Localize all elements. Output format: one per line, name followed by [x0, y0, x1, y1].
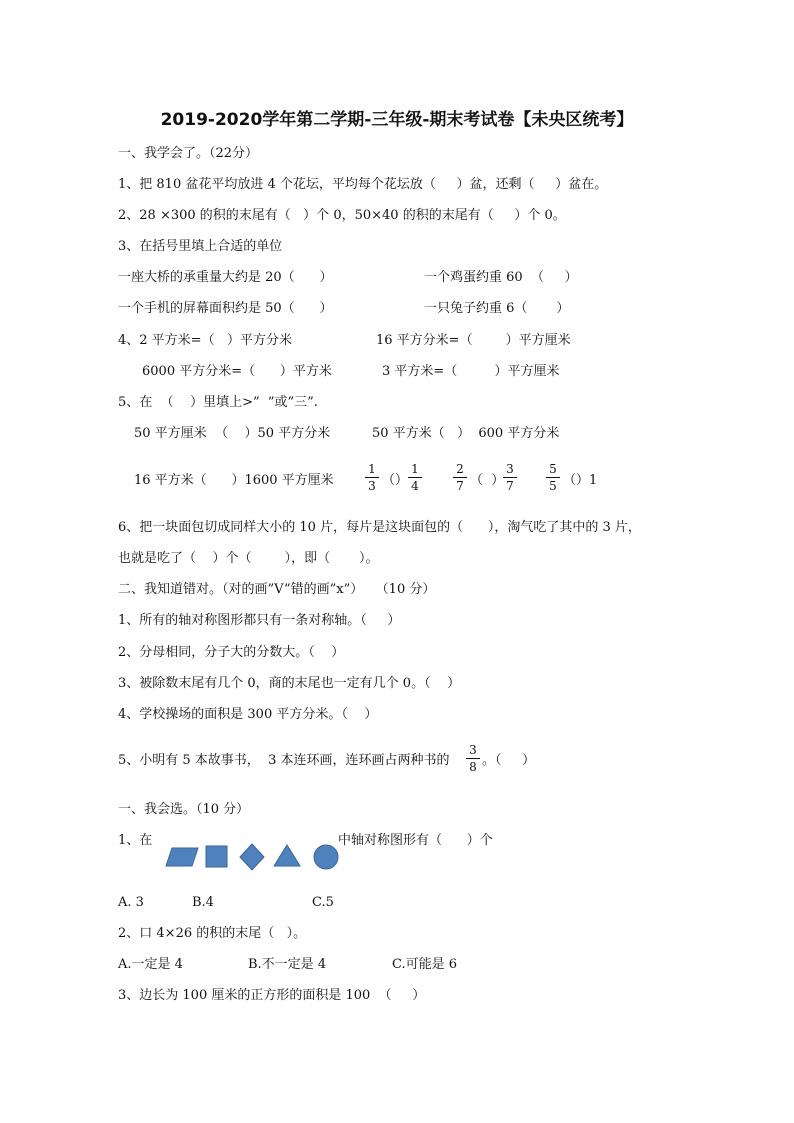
fraction-numerator: 5 [546, 462, 560, 478]
shapes-figure [158, 838, 340, 872]
question-1-6b: 也就是吃了（ ）个（ ），即（ ）。 [118, 551, 379, 566]
fraction-denominator: 8 [469, 760, 477, 774]
option-3-2-b: B.不一定是 4 [248, 957, 327, 972]
fraction-numerator: 1 [365, 462, 379, 478]
question-3-1a: 1、在 [118, 833, 153, 848]
rhombus-shape [240, 844, 264, 870]
square-shape [206, 846, 227, 867]
section2-heading: 二、我知道错对。（对的画”V”错的画”x”） （10 分） [118, 582, 436, 597]
parallelogram-shape [166, 848, 198, 866]
page-title: 2019-2020学年第二学期-三年级-期末考试卷【未央区统考】 [160, 110, 634, 130]
option-3-2-a: A.一定是 4 [118, 957, 183, 972]
question-1-6a: 6、把一块面包切成同样大小的 10 片，每片是这块面包的（ ），淘气吃了其中的 3 片， [118, 520, 641, 535]
question-1-5b: 50 平方米（ ） 600 平方分米 [372, 426, 560, 441]
fraction-denominator: 7 [506, 479, 514, 493]
circle-shape [314, 845, 338, 869]
question-1-4c: 6000 平方分米=（ ）平方米 [142, 364, 332, 379]
question-1-2: 2、28 ×300 的积的末尾有（ ）个 0，50×40 的积的末尾有（ ）个 0。 [118, 208, 566, 223]
triangle-shape [274, 845, 300, 866]
question-1-4d: 3 平方米=（ ）平方厘米 [382, 364, 560, 379]
question-1-4b: 16 平方分米=（ ）平方厘米 [376, 333, 571, 348]
question-3-1b: 中轴对称图形有（ ）个 [338, 833, 493, 848]
fraction-denominator: 4 [411, 479, 419, 493]
question-2-2: 2、分母相同，分子大的分数大。（ ） [118, 645, 345, 660]
question-1-1: 1、把 810 盆花平均放进 4 个花坛，平均每个花坛放（ ）盆，还剩（ ）盆在。 [118, 177, 608, 192]
question-3-2: 2、口 4×26 的积的末尾（ ）。 [118, 926, 307, 941]
question-2-4: 4、学校操场的面积是 300 平方分米。（ ） [118, 707, 378, 722]
question-1-3c: 一个手机的屏幕面积约是 50（ ） [118, 301, 333, 316]
question-1-5: 5、在 （ ）里填上>” ”或”三”. [118, 395, 318, 410]
compare-bracket: （ ） [470, 473, 505, 488]
fraction-numerator: 3 [466, 743, 480, 759]
question-2-5b: 。（ ） [482, 753, 536, 768]
question-3-3: 3、边长为 100 厘米的正方形的面积是 100 （ ） [118, 988, 426, 1003]
section1-heading: 一、我学会了。（22分） [118, 146, 259, 161]
fraction-numerator: 2 [453, 462, 467, 478]
fraction-2-7 [453, 462, 467, 493]
compare-bracket: （） [382, 473, 409, 488]
question-2-3: 3、被除数末尾有几个 0，商的末尾也一定有几个 0。（ ） [118, 676, 461, 691]
fraction-3-7 [503, 462, 517, 493]
question-2-1: 1、所有的轴对称图形都只有一条对称轴。（ ） [118, 613, 401, 628]
fraction-3-8 [466, 743, 480, 774]
section3-heading: 一、我会选。（10 分） [118, 802, 250, 817]
option-3-2-c: C.可能是 6 [392, 957, 458, 972]
compare-bracket: （）1 [563, 473, 598, 488]
question-1-3: 3、在括号里填上合适的单位 [118, 239, 283, 254]
option-3-1-b: B.4 [192, 895, 214, 910]
question-1-5c: 16 平方米（ ）1600 平方厘米 [134, 473, 334, 488]
fraction-denominator: 3 [368, 479, 376, 493]
question-1-3b: 一个鸡蛋约重 60 （ ） [424, 270, 578, 285]
fraction-5-5 [546, 462, 560, 493]
question-1-3a: 一座大桥的承重量大约是 20（ ） [118, 270, 333, 285]
question-1-3d: 一只兔子约重 6（ ） [424, 301, 570, 316]
question-1-4a: 4、2 平方米=（ ）平方分米 [118, 333, 292, 348]
option-3-1-c: C.5 [312, 895, 334, 910]
question-1-5a: 50 平方厘米 （ ）50 平方分米 [134, 426, 331, 441]
fraction-1-3 [365, 462, 379, 493]
fraction-numerator: 3 [503, 462, 517, 478]
fraction-1-4 [408, 462, 422, 493]
fraction-numerator: 1 [408, 462, 422, 478]
option-3-1-a: A. 3 [118, 895, 144, 910]
fraction-denominator: 5 [549, 479, 557, 493]
fraction-denominator: 7 [456, 479, 464, 493]
question-2-5a: 5、小明有 5 本故事书， 3 本连环画，连环画占两种书的 [118, 753, 450, 768]
